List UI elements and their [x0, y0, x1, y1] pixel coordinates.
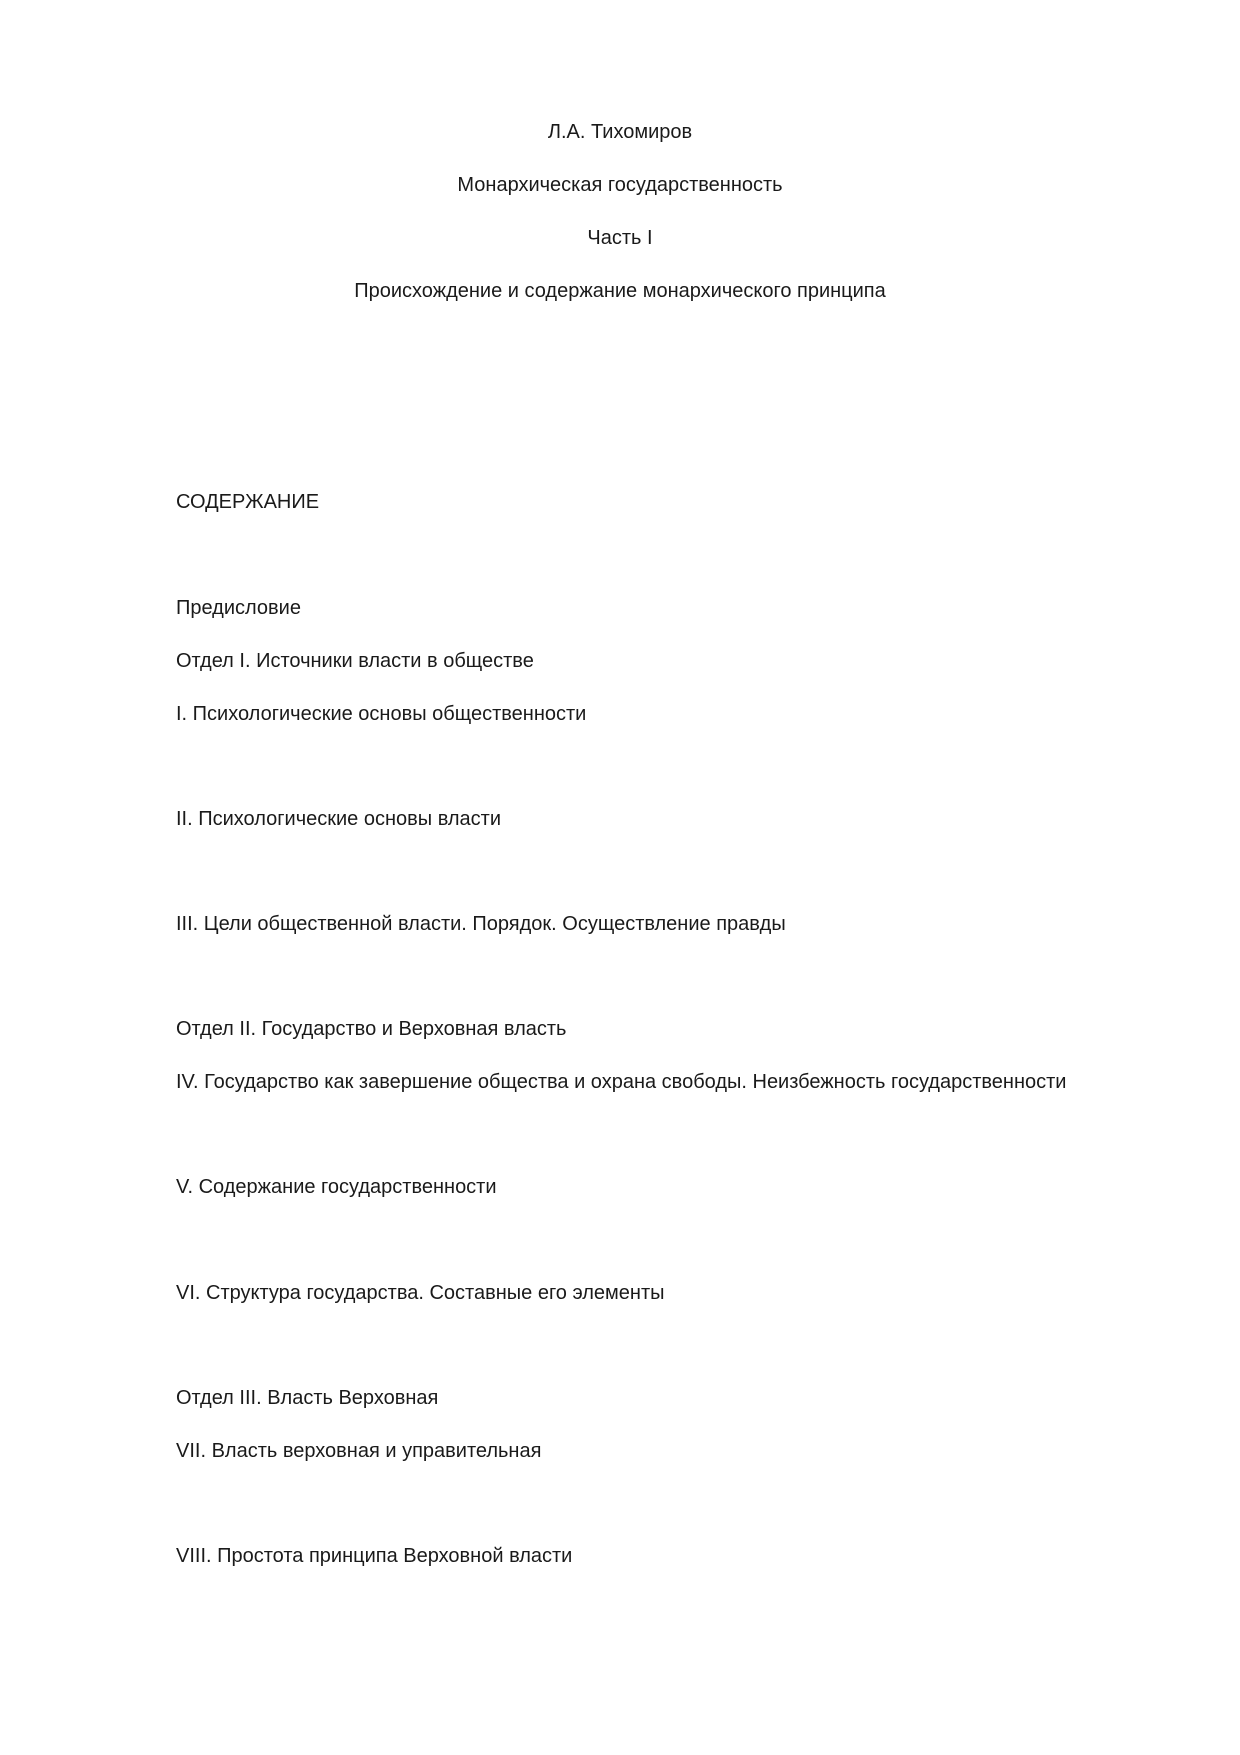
toc-entry-chapter-3: III. Цели общественной власти. Порядок. Осуществление правды [176, 913, 786, 935]
toc-entry-preface: Предисловие [176, 597, 301, 619]
toc-entry-chapter-5: V. Содержание государственности [176, 1176, 497, 1198]
toc-heading: СОДЕРЖАНИЕ [176, 491, 320, 513]
toc-entry-chapter-6: VI. Структура государства. Составные его элементы [176, 1282, 665, 1304]
toc-entry-section-2: Отдел II. Государство и Верховная власть [176, 1018, 567, 1040]
toc-entry-chapter-2: II. Психологические основы власти [176, 808, 501, 830]
toc-entry-section-3: Отдел III. Власть Верховная [176, 1387, 439, 1409]
toc-entry-chapter-4: IV. Государство как завершение общества и охрана свободы. Неизбежность государственности [176, 1071, 1067, 1093]
toc-entry-chapter-7: VII. Власть верховная и управительная [176, 1440, 542, 1462]
book-subtitle: Происхождение и содержание монархического принципа [354, 280, 886, 302]
book-title: Монархическая государственность [457, 174, 783, 196]
part-label: Часть I [587, 227, 653, 249]
toc-entry-chapter-1: I. Психологические основы общественности [176, 703, 587, 725]
author-name: Л.А. Тихомиров [547, 121, 693, 143]
toc-entry-section-1: Отдел I. Источники власти в обществе [176, 650, 534, 672]
toc-entry-chapter-8: VIII. Простота принципа Верховной власти [176, 1545, 573, 1567]
